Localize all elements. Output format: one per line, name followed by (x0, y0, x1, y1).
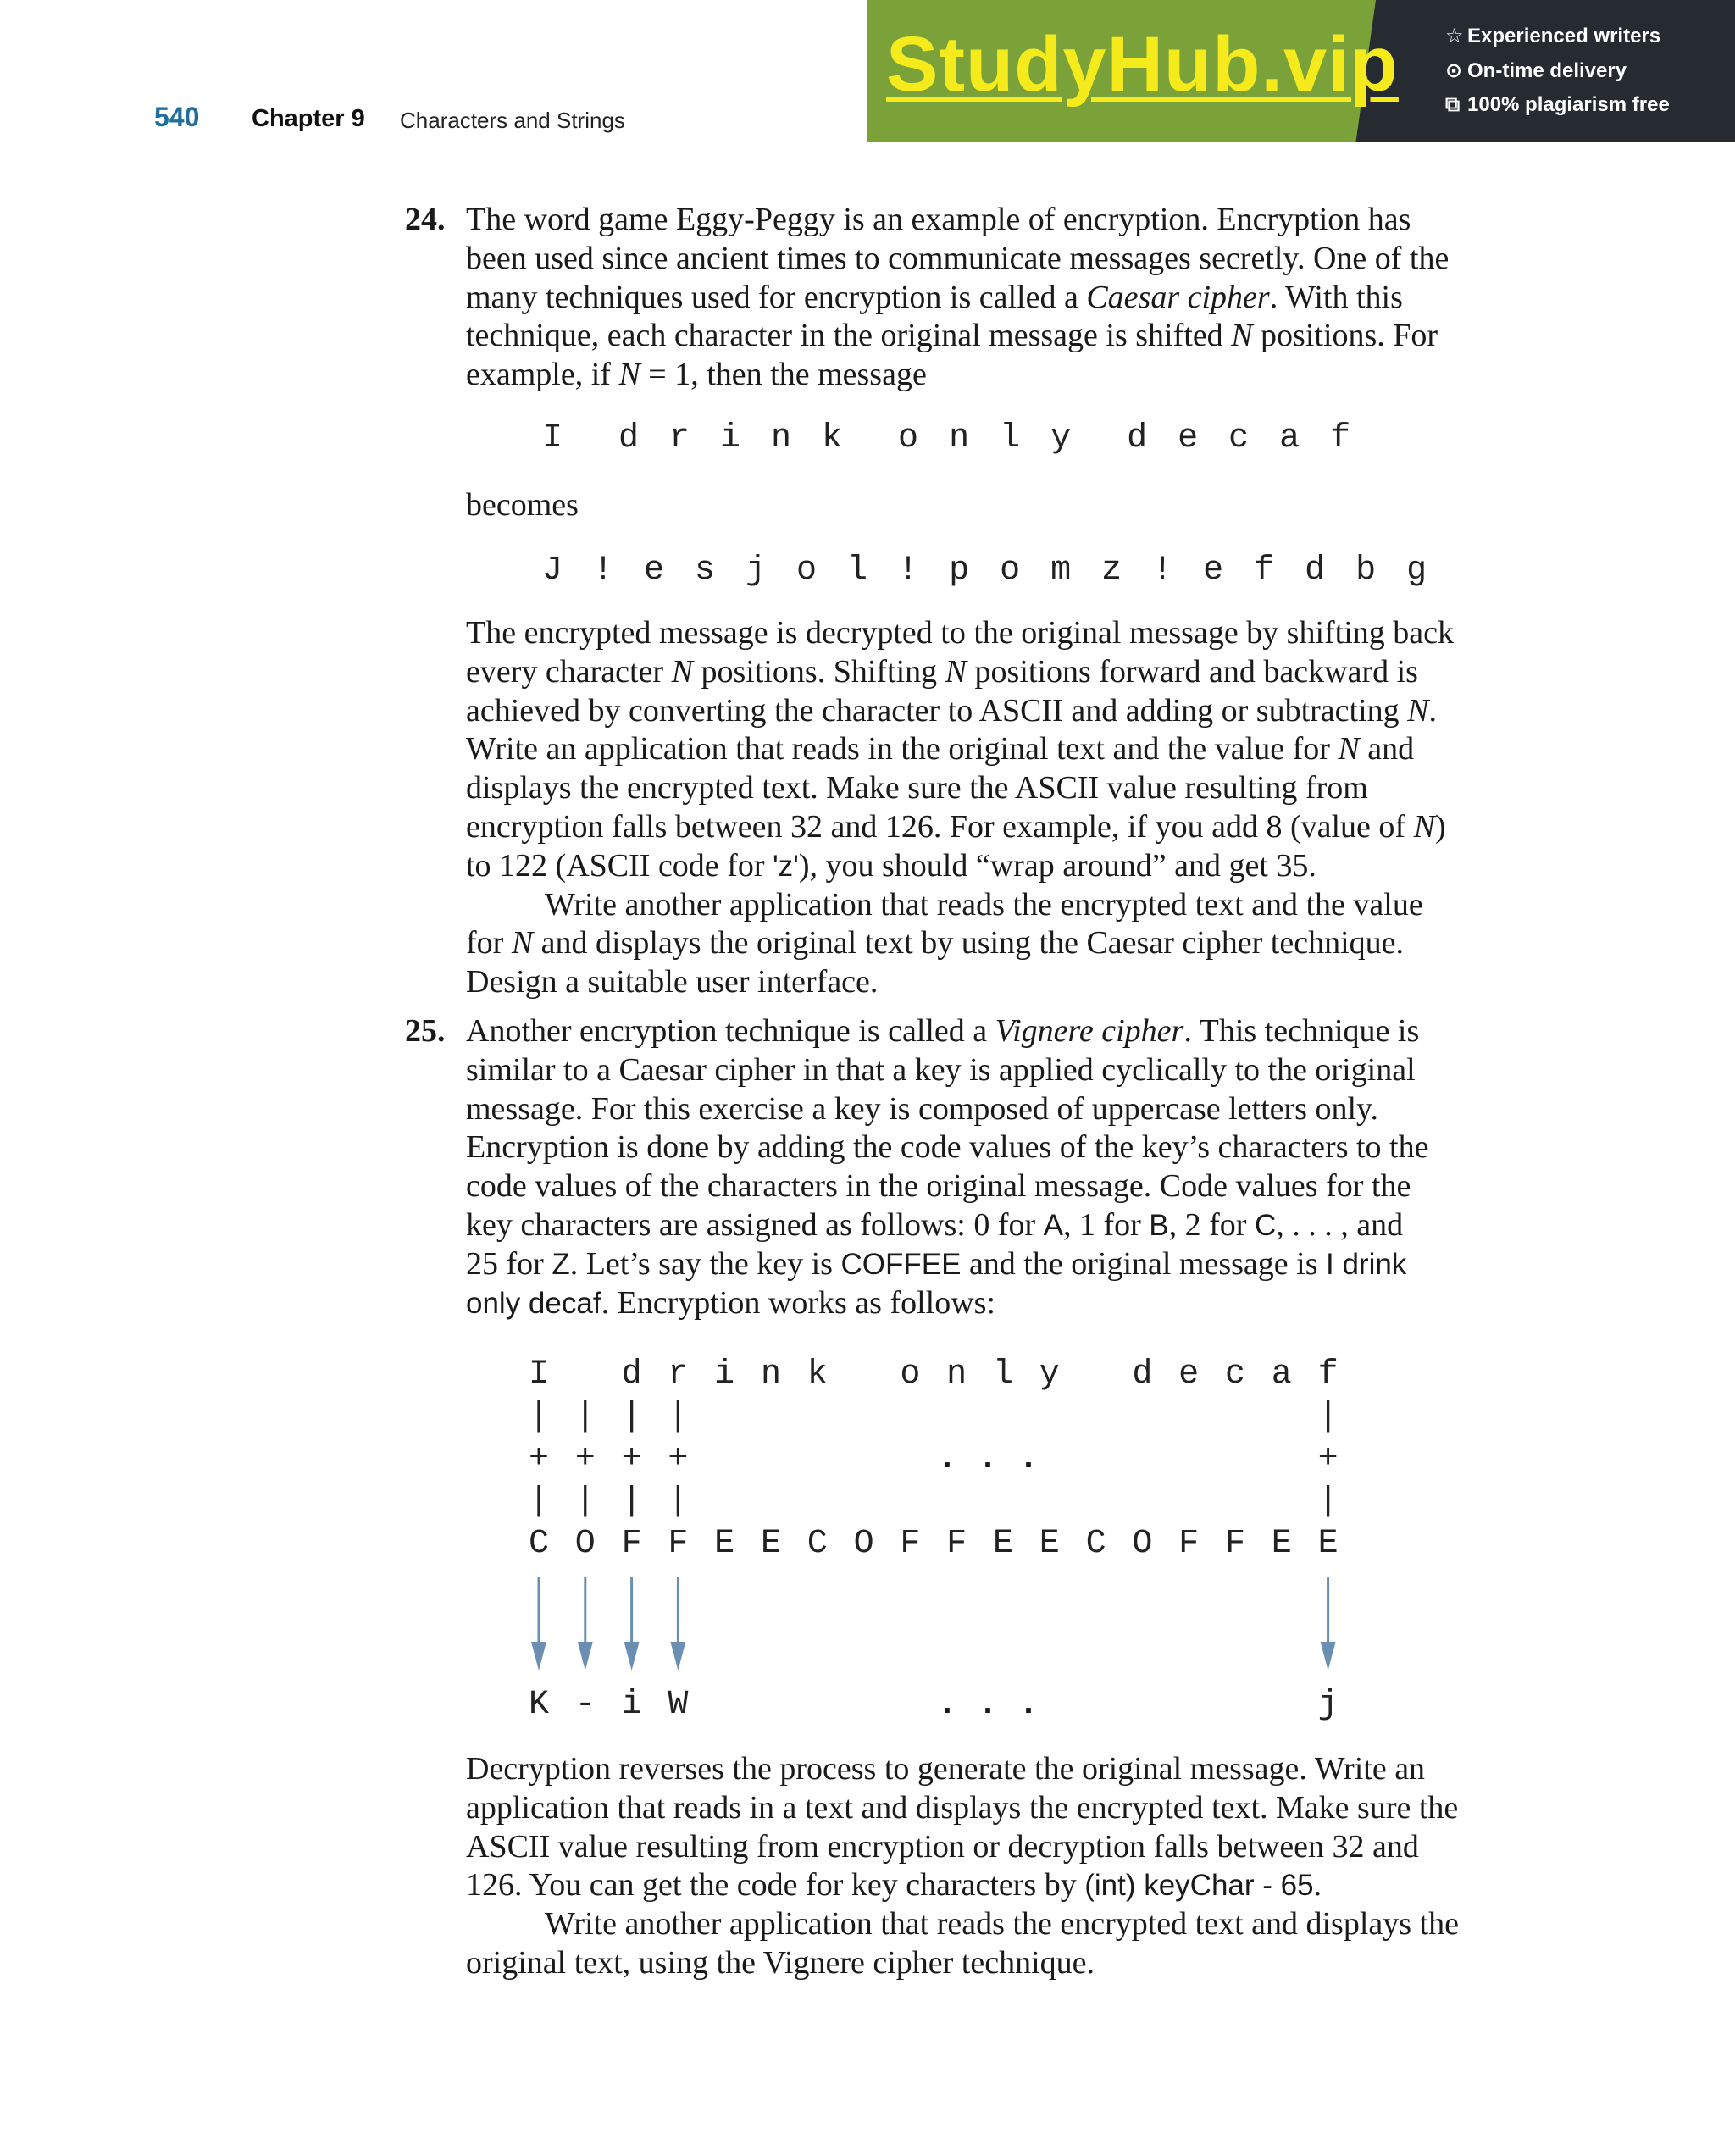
ellipsis: . . . (937, 1440, 1039, 1478)
text-line: 25 for Z. Let’s say the key is COFFEE and the original message is I drink (466, 1245, 1407, 1282)
plain-char: k (807, 1355, 828, 1394)
key-char: C (1085, 1525, 1106, 1563)
plain-char: i (714, 1355, 735, 1394)
star-icon: ☆ (1445, 25, 1464, 47)
plain-char: c (1224, 1355, 1245, 1394)
text-line: application that reads in a text and displays the encrypted text. Make sure the (466, 1789, 1459, 1826)
ellipsis: . . . (937, 1686, 1039, 1724)
text-line: encryption falls between 32 and 126. For example, if you add 8 (value of N) (466, 808, 1446, 845)
text-line: many techniques used for encryption is called a Caesar cipher. With this (466, 279, 1403, 315)
result-char: i (621, 1686, 642, 1724)
key-char: O (574, 1525, 596, 1563)
text-line: technique, each character in the original message is shifted N positions. For (466, 318, 1438, 354)
key-char: E (714, 1525, 735, 1563)
studyhub-banner[interactable] (868, 0, 1735, 142)
key-char: E (1317, 1525, 1339, 1563)
text-line: 126. You can get the code for key characters by (int) keyChar - 65. (466, 1867, 1322, 1904)
key-char: O (853, 1525, 874, 1563)
connector-bar: | (574, 1398, 596, 1436)
arrow-down-icon (1321, 1642, 1336, 1671)
exercise-25-paragraph-2 (466, 1750, 1525, 1983)
exercise-25-paragraph-1 (466, 1012, 1525, 1322)
plain-char: f (1317, 1355, 1339, 1394)
text-line: The encrypted message is decrypted to the original message by shifting back (466, 615, 1455, 651)
result-char: W (668, 1686, 689, 1724)
text-line: example, if N = 1, then the message (466, 357, 927, 393)
feature-on-time-delivery (1445, 58, 1627, 83)
text-line: only decaf. Encryption works as follows: (466, 1284, 996, 1321)
plus-sign: + (621, 1440, 642, 1478)
text-line: ASCII value resulting from encryption or decryption falls between 32 and (466, 1828, 1419, 1865)
result-char: j (1317, 1686, 1339, 1724)
text-line: Design a suitable user interface. (466, 964, 879, 1000)
key-char: F (900, 1525, 921, 1563)
key-char: E (992, 1525, 1013, 1563)
arrow-down-icon (578, 1642, 593, 1671)
feature-text: On-time delivery (1467, 59, 1627, 82)
key-char: C (807, 1525, 828, 1563)
plus-sign: + (528, 1440, 549, 1478)
feature-experienced-writers (1445, 24, 1660, 48)
feature-text: Experienced writers (1467, 25, 1661, 47)
text-line: code values of the characters in the original message. Code values for the (466, 1168, 1411, 1205)
text-line: achieved by converting the character to ASCII and adding or subtracting N. (466, 692, 1437, 729)
plain-char: I (528, 1355, 549, 1394)
key-char: F (946, 1525, 967, 1563)
text-line: Decryption reverses the process to generate the original message. Write an (466, 1751, 1426, 1787)
text-line: original text, using the Vignere cipher technique. (466, 1944, 1095, 1981)
text-line: message. For this exercise a key is composed of uppercase letters only. (466, 1090, 1379, 1127)
text-line: to 122 (ASCII code for 'z'), you should “wrap around” and get 35. (466, 847, 1316, 884)
text-line: Write another application that reads the encrypted text and the value (545, 886, 1423, 923)
exercise-24-paragraph-1 (466, 201, 1525, 395)
plain-char: n (946, 1355, 967, 1394)
text-line: every character N positions. Shifting N positions forward and backward is (466, 653, 1418, 690)
arrow-down-icon (531, 1642, 546, 1671)
plain-char: a (1271, 1355, 1292, 1394)
text-line: been used since ancient times to communicate messages secretly. One of the (466, 240, 1450, 276)
connector-bar: | (528, 1398, 549, 1436)
plain-char: o (900, 1355, 921, 1394)
text-line: Another encryption technique is called a Vignere cipher. This technique is (466, 1013, 1420, 1049)
key-char: E (1271, 1525, 1292, 1563)
page-number: 540 (154, 102, 200, 132)
text-line: key characters are assigned as follows: 0 for A, 1 for B, 2 for C, . . . , and (466, 1206, 1404, 1243)
text-line: Write an application that reads in the original text and the value for N and (466, 731, 1415, 768)
chapter-title: Characters and Strings (400, 108, 625, 133)
plain-char: e (1178, 1355, 1200, 1394)
plain-char: d (1132, 1355, 1153, 1394)
feature-plagiarism-free (1445, 93, 1670, 117)
arrow-down-icon (624, 1642, 640, 1671)
connector-bar: | (574, 1483, 596, 1521)
text-line: The word game Eggy-Peggy is an example of encryption. Encryption has (466, 202, 1411, 237)
exercise-25-number: 25. (405, 1013, 446, 1049)
chapter-label: Chapter 9 (252, 105, 365, 132)
key-char: F (1178, 1525, 1200, 1563)
connector-bar: | (1317, 1483, 1339, 1521)
plain-char: n (760, 1355, 781, 1394)
becomes-label: becomes (466, 487, 579, 523)
key-char: F (621, 1525, 642, 1563)
plus-sign: + (1317, 1440, 1339, 1478)
plain-message: I d r i n k o n l y d e c a f (542, 419, 1356, 457)
text-line: displays the encrypted text. Make sure the ASCII value resulting from (466, 770, 1368, 806)
plain-char: r (668, 1355, 689, 1394)
text-line: Encryption is done by adding the code values of the key’s characters to the (466, 1129, 1429, 1166)
plus-sign: + (574, 1440, 596, 1478)
connector-bar: | (668, 1483, 689, 1521)
key-char: E (760, 1525, 781, 1563)
key-char: O (1132, 1525, 1153, 1563)
copy-icon: ⧉ (1445, 93, 1461, 116)
text-line: Write another application that reads the encrypted text and displays the (545, 1906, 1459, 1943)
connector-bar: | (621, 1483, 642, 1521)
exercise-24-paragraph-2 (466, 614, 1525, 1002)
key-char: E (1039, 1525, 1060, 1563)
feature-text: 100% plagiarism free (1467, 93, 1670, 116)
connector-bar: | (621, 1398, 642, 1436)
connector-bar: | (1317, 1398, 1339, 1436)
connector-bar: | (528, 1483, 549, 1521)
key-char: C (528, 1525, 549, 1563)
exercise-24-number: 24. (405, 202, 446, 237)
plain-char: d (621, 1355, 642, 1394)
arrow-down-icon (670, 1642, 685, 1671)
brand-logo[interactable]: StudyHub.vip (886, 21, 1399, 108)
key-char: F (1224, 1525, 1245, 1563)
key-char: F (668, 1525, 689, 1563)
text-line: for N and displays the original text by using the Caesar cipher technique. (466, 925, 1405, 962)
connector-bar: | (668, 1398, 689, 1436)
result-char: K (528, 1686, 549, 1724)
text-line: similar to a Caesar cipher in that a key is applied cyclically to the original (466, 1051, 1416, 1088)
result-char: - (574, 1686, 596, 1724)
plain-char: y (1039, 1355, 1060, 1394)
plain-char: l (992, 1355, 1013, 1394)
cipher-message: J ! e s j o l ! p o m z ! e f d b g (542, 551, 1433, 590)
plus-sign: + (668, 1440, 689, 1478)
clock-icon: ⊙ (1445, 59, 1463, 82)
